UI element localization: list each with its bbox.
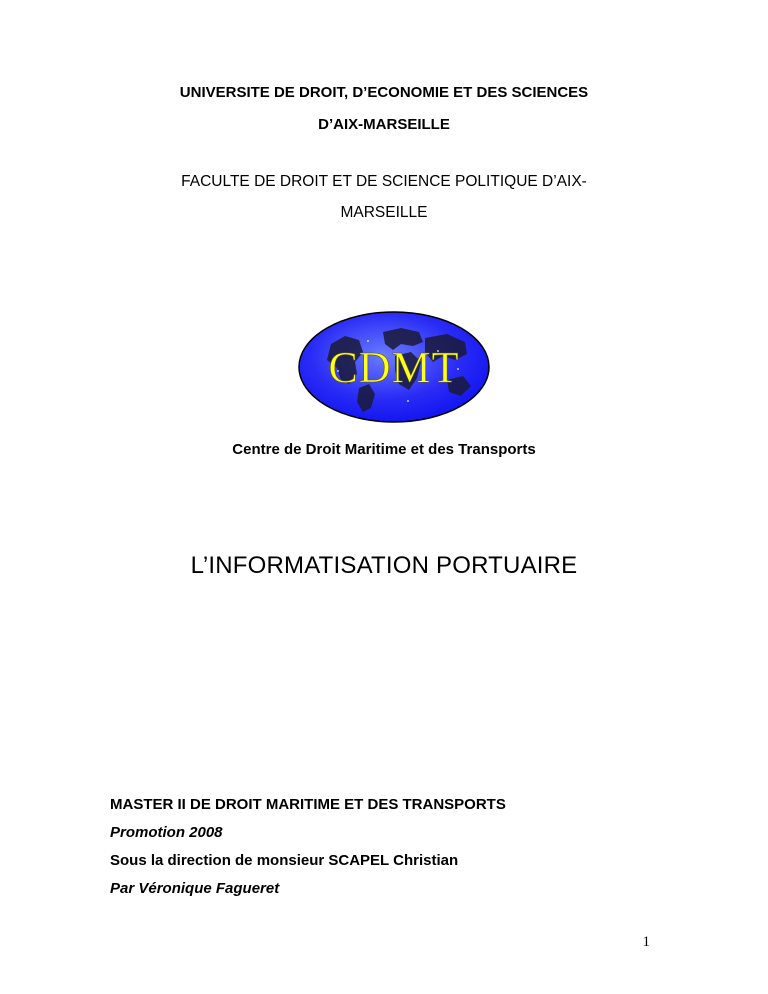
document-title: L’INFORMATISATION PORTUAIRE [190, 552, 578, 579]
author-line: Par Véronique Fagueret [110, 880, 280, 897]
direction-line: Sous la direction de monsieur SCAPEL Christian [110, 852, 459, 869]
master-line: MASTER II DE DROIT MARITIME ET DES TRANSPORTS [110, 796, 506, 813]
cdmt-logo [297, 310, 491, 424]
university-name-line1: UNIVERSITE DE DROIT, D’ECONOMIE ET DES SCIENCES [179, 84, 589, 101]
logo-text: CDMT [328, 343, 460, 392]
promotion-line: Promotion 2008 [110, 824, 223, 841]
faculty-name-line2: MARSEILLE [340, 204, 428, 221]
faculty-name-line1: FACULTE DE DROIT ET DE SCIENCE POLITIQUE D’AIX- [181, 173, 587, 190]
centre-name: Centre de Droit Maritime et des Transports [232, 441, 536, 458]
page-number: 1 [642, 934, 650, 950]
university-name-line2: D’AIX-MARSEILLE [318, 116, 450, 133]
